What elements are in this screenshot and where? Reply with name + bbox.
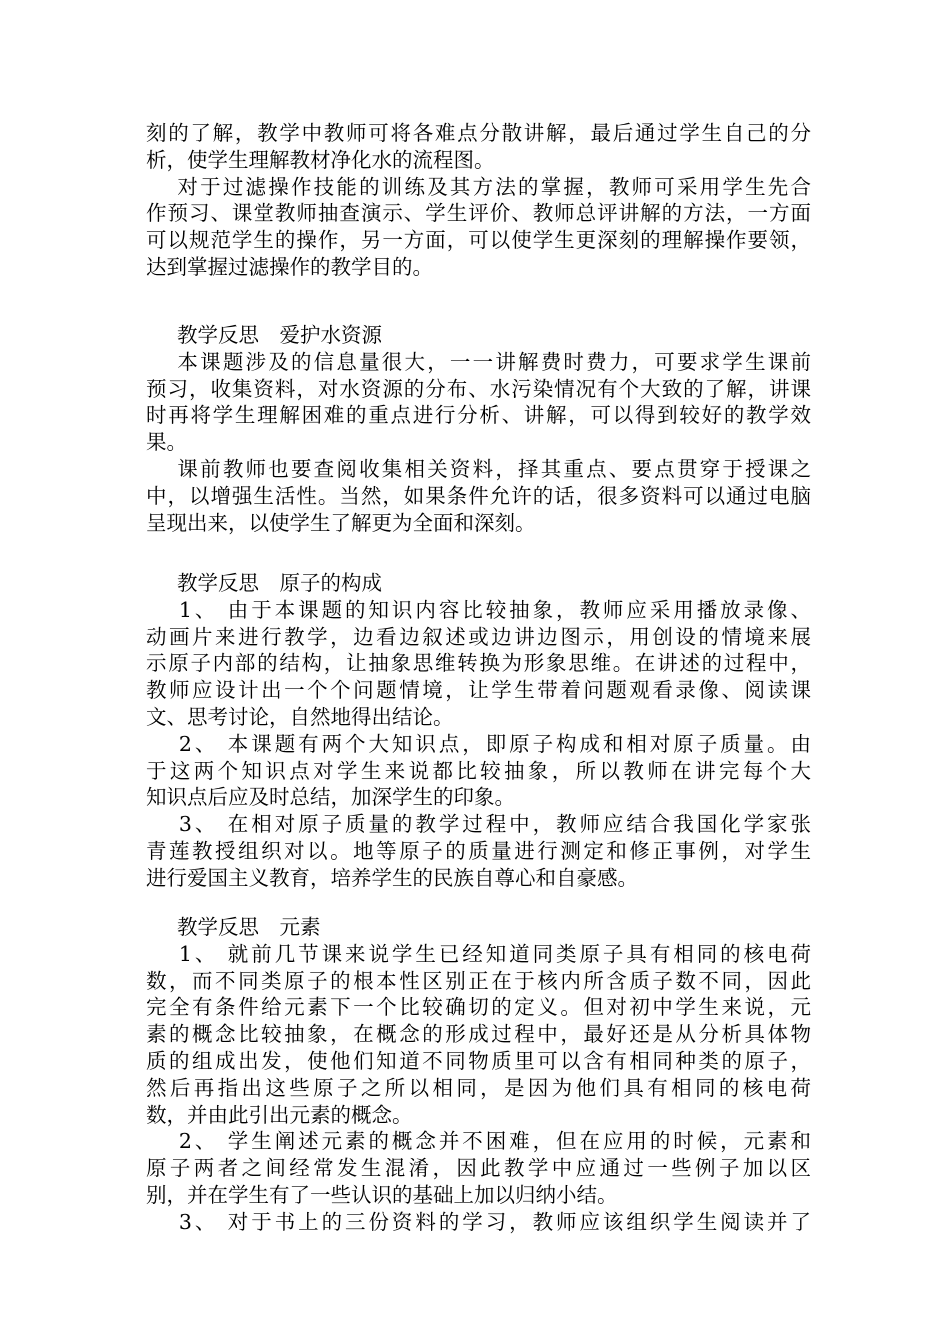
section-atom-structure bbox=[146, 570, 811, 892]
paragraph-line: 时再将学生理解困难的重点进行分析、讲解，可以得到较好的教学效 bbox=[146, 403, 811, 428]
section-heading: 教学反思 爱护水资源 bbox=[177, 323, 382, 347]
paragraph-line: 呈现出来，以使学生了解更为全面和深刻。 bbox=[146, 510, 536, 535]
paragraph-line: 预习，收集资料，对水资源的分布、水污染情况有个大致的了解，讲课 bbox=[146, 376, 811, 401]
paragraph-line: 中，以增强生活性。当然，如果条件允许的话，很多资料可以通过电脑 bbox=[146, 483, 811, 508]
paragraph-line: 对于过滤操作技能的训练及其方法的掌握，教师可采用学生先合 bbox=[146, 174, 811, 199]
paragraph-line: 1、 就前几节课来说学生已经知道同类原子具有相同的核电荷 bbox=[146, 941, 811, 966]
paragraph-line: 进行爱国主义教育，培养学生的民族自尊心和自豪感。 bbox=[146, 865, 638, 890]
section-heading: 教学反思 元素 bbox=[177, 915, 321, 939]
paragraph-line: 动画片来进行教学，边看边叙述或边讲边图示，用创设的情境来展 bbox=[146, 624, 811, 649]
paragraph-line: 2、 学生阐述元素的概念并不困难，但在应用的时候，元素和 bbox=[146, 1129, 811, 1154]
paragraph-line: 示原子内部的结构，让抽象思维转换为形象思维。在讲述的过程中， bbox=[146, 651, 811, 676]
paragraph-line: 质的组成出发，使他们知道不同物质里可以含有相同种类的原子， bbox=[146, 1048, 811, 1073]
paragraph-line: 3、 在相对原子质量的教学过程中，教师应结合我国化学家张 bbox=[146, 812, 811, 837]
paragraph-line: 果。 bbox=[146, 430, 187, 455]
paragraph-line: 完全有条件给元素下一个比较确切的定义。但对初中学生来说，元 bbox=[146, 995, 811, 1020]
paragraph-line: 然后再指出这些原子之所以相同，是因为他们具有相同的核电荷 bbox=[146, 1075, 811, 1100]
paragraph-line: 3、 对于书上的三份资料的学习，教师应该组织学生阅读并了 bbox=[146, 1209, 811, 1234]
paragraph-line: 数，并由此引出元素的概念。 bbox=[146, 1102, 413, 1127]
section-elements bbox=[146, 914, 811, 1236]
paragraph-line: 文、思考讨论，自然地得出结论。 bbox=[146, 704, 454, 729]
paragraph-line: 素的概念比较抽象，在概念的形成过程中，最好还是从分析具体物 bbox=[146, 1022, 811, 1047]
section-water-purification-continued bbox=[146, 120, 811, 281]
paragraph-line: 课前教师也要查阅收集相关资料，择其重点、要点贯穿于授课之 bbox=[146, 456, 811, 481]
paragraph-line: 知识点后应及时总结，加深学生的印象。 bbox=[146, 785, 515, 810]
paragraph-line: 数，而不同类原子的根本性区别正在于核内所含质子数不同，因此 bbox=[146, 968, 811, 993]
paragraph-line: 1、 由于本课题的知识内容比较抽象，教师应采用播放录像、 bbox=[146, 597, 811, 622]
paragraph-line: 教师应设计出一个个问题情境，让学生带着问题观看录像、阅读课 bbox=[146, 678, 811, 703]
paragraph-line: 本课题涉及的信息量很大，一一讲解费时费力，可要求学生课前 bbox=[146, 349, 811, 374]
paragraph-line: 于这两个知识点对学生来说都比较抽象，所以教师在讲完每个大 bbox=[146, 758, 811, 783]
paragraph-line: 青莲教授组织对以。地等原子的质量进行测定和修正事例，对学生 bbox=[146, 838, 811, 863]
paragraph-line: 达到掌握过滤操作的教学目的。 bbox=[146, 254, 433, 279]
section-heading: 教学反思 原子的构成 bbox=[177, 571, 382, 595]
paragraph-line: 作预习、课堂教师抽查演示、学生评价、教师总评讲解的方法，一方面 bbox=[146, 201, 811, 226]
section-protect-water-resources bbox=[146, 322, 811, 536]
paragraph-line: 2、 本课题有两个大知识点，即原子构成和相对原子质量。由 bbox=[146, 731, 811, 756]
paragraph-line: 刻的了解，教学中教师可将各难点分散讲解，最后通过学生自己的分 bbox=[146, 121, 811, 145]
paragraph-line: 原子两者之间经常发生混淆，因此教学中应通过一些例子加以区 bbox=[146, 1156, 811, 1181]
paragraph-line: 别，并在学生有了一些认识的基础上加以归纳小结。 bbox=[146, 1182, 618, 1207]
paragraph-line: 析，使学生理解教材净化水的流程图。 bbox=[146, 147, 495, 172]
paragraph-line: 可以规范学生的操作，另一方面，可以使学生更深刻的理解操作要领， bbox=[146, 228, 811, 253]
